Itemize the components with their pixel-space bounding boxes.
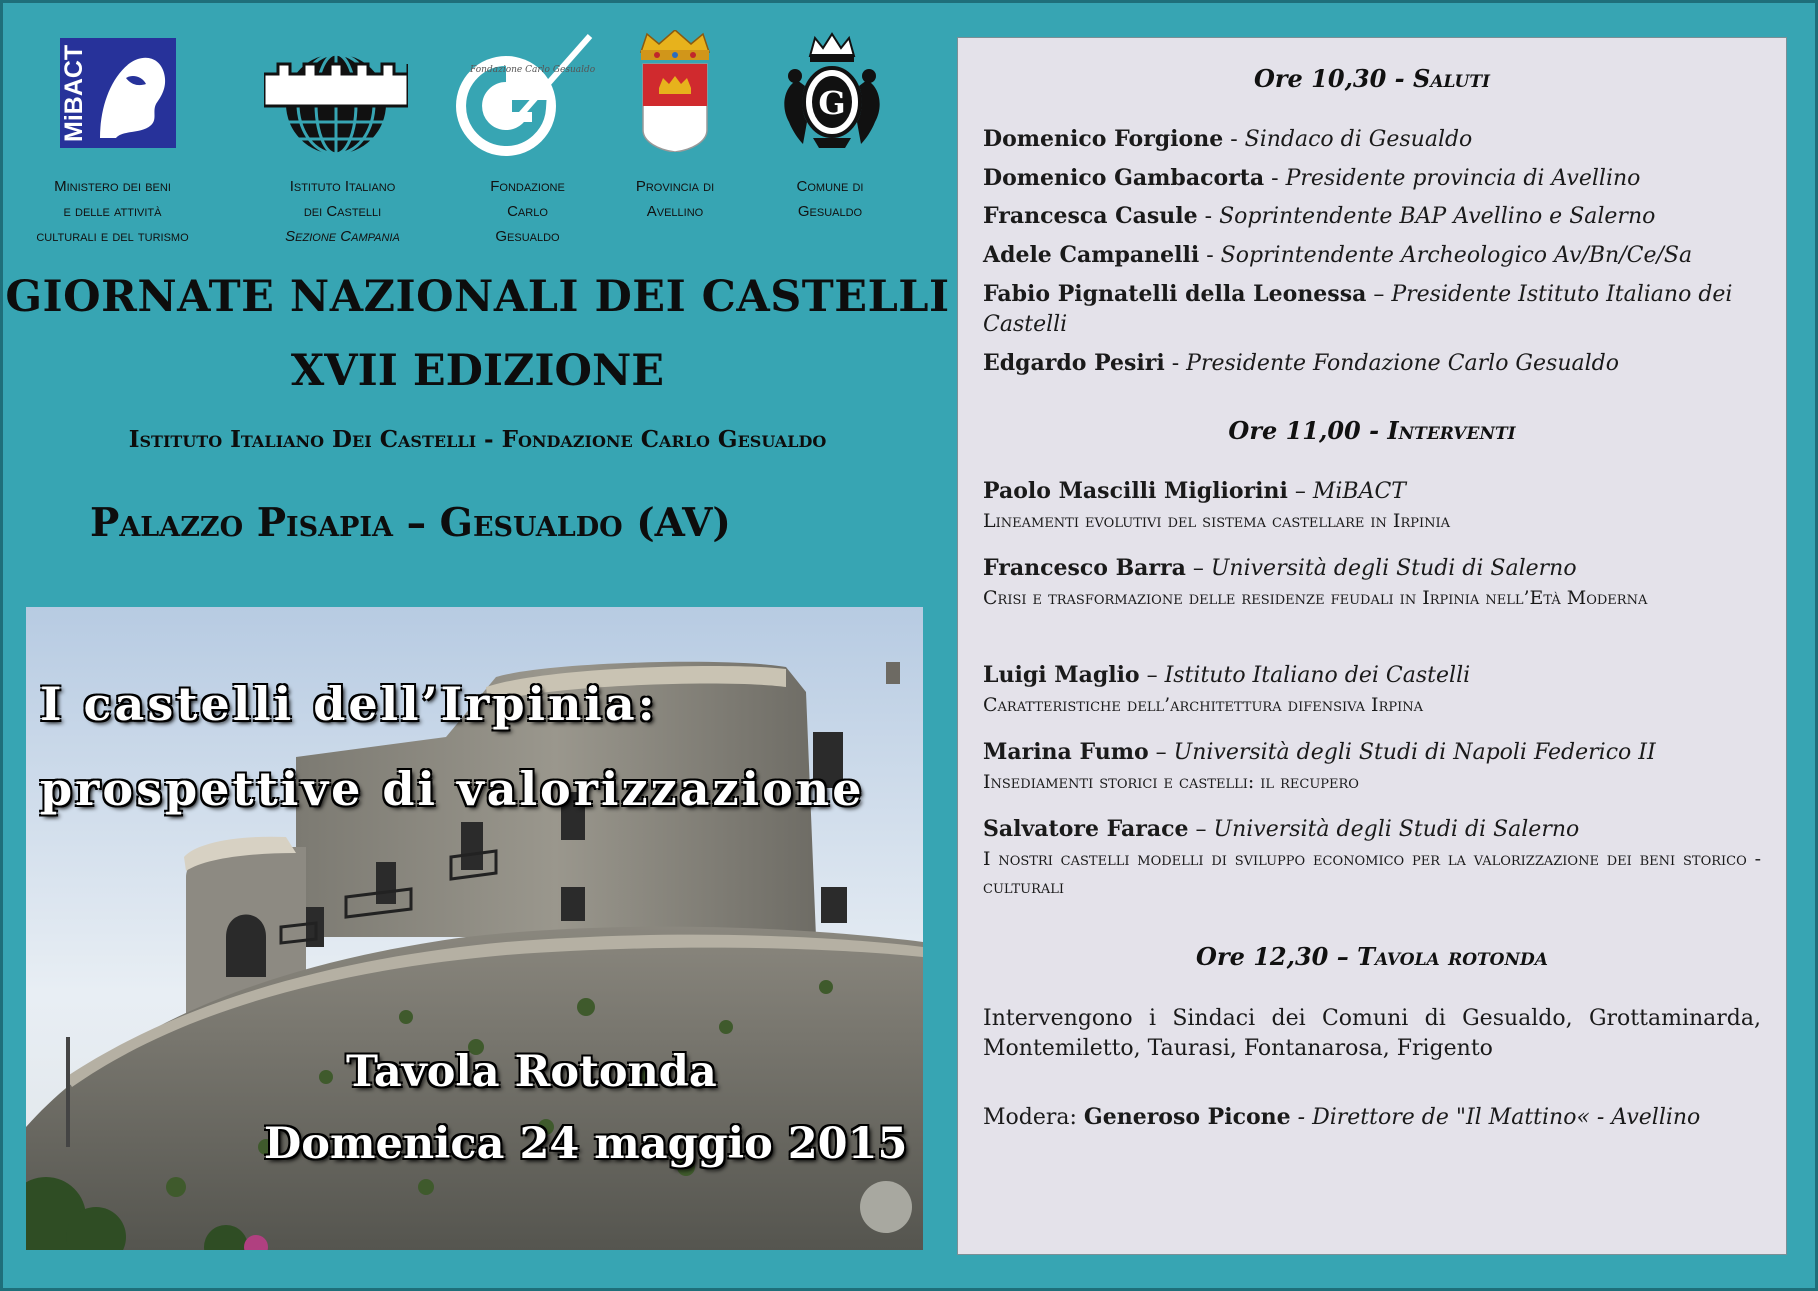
svg-text:Fondazione Carlo Gesualdo: Fondazione Carlo Gesualdo xyxy=(470,65,596,75)
mibact-caption: Ministero dei beni e delle attività culturali e del turismo xyxy=(36,178,189,245)
istituto-caption: Istituto Italiano dei Castelli Sezione Campania xyxy=(285,178,400,245)
talk-item: Paolo Mascilli Migliorini – MiBACT Lineamenti evolutivi del sistema castellare in Irpinia xyxy=(983,478,1451,532)
saluti-speaker: Edgardo Pesiri - Presidente Fondazione Carlo Gesualdo xyxy=(983,350,1619,376)
comune-caption: Comune di Gesualdo xyxy=(796,178,864,220)
svg-text:G: G xyxy=(818,84,846,122)
talk-item: Luigi Maglio – Istituto Italiano dei Castelli Caratteristiche dell’architettura difensiva Irpina xyxy=(983,662,1471,716)
organizers-subtitle: Istituto Italiano Dei Castelli - Fondazione Carlo Gesualdo xyxy=(128,426,827,453)
talk-item: Francesco Barra – Università degli Studi di Salerno Crisi e trasformazione delle residenze feudali in Irpinia nell’Età Moderna xyxy=(983,555,1648,609)
page-title: GIORNATE NAZIONALI DEI CASTELLI xyxy=(5,272,950,322)
logo-fondazione xyxy=(440,38,615,245)
fondazione-caption: Fondazione Carlo Gesualdo xyxy=(490,178,565,245)
globe-castle-icon xyxy=(264,46,408,156)
fondazione-emblem xyxy=(450,28,600,158)
event-date: Domenica 24 maggio 2015 xyxy=(264,1119,908,1169)
logo-comune xyxy=(755,38,905,238)
section-interventi-title: Ore 11,00 - Interventi xyxy=(1228,416,1516,445)
castle-photo xyxy=(26,607,923,1250)
saluti-speaker: Francesca Casule - Soprintendente BAP Avellino e Salerno xyxy=(983,203,1656,229)
logo-istituto-castelli xyxy=(250,38,435,245)
tavola-intro: Intervengono i Sindaci dei Comuni di Gesualdo, Grottaminarda, Montemiletto, Taurasi, Fontanarosa, Frigento xyxy=(983,1006,1761,1061)
venue-title: Palazzo Pisapia – Gesualdo (AV) xyxy=(90,500,731,546)
edition-title: XVII EDIZIONE xyxy=(290,346,665,396)
program-panel xyxy=(957,37,1787,1255)
headline-line2: prospettive di valorizzazione xyxy=(40,762,865,816)
provincia-caption: Provincia di Avellino xyxy=(635,178,715,220)
saluti-speaker: Fabio Pignatelli della Leonessa – Presidente Istituto Italiano dei Castelli xyxy=(983,281,1733,337)
section-saluti-title: Ore 10,30 - Saluti xyxy=(1254,64,1490,93)
saluti-speaker: Domenico Forgione - Sindaco di Gesualdo xyxy=(983,126,1473,152)
logo-mibact xyxy=(10,38,215,245)
moderator-line: Modera: Generoso Picone - Direttore de "Il Mattino« - Avellino xyxy=(983,1104,1701,1130)
logo-provincia xyxy=(595,38,755,238)
logo-row xyxy=(10,38,910,258)
talk-item: Salvatore Farace – Università degli Studi di Salerno I nostri castelli modelli di sviluppo economico per la valorizzazione dei beni storico - culturali xyxy=(983,816,1761,898)
talk-item: Marina Fumo – Università degli Studi di Napoli Federico II Insediamenti storici e castelli: il recupero xyxy=(983,739,1656,793)
svg-text:MiBACT: MiBACT xyxy=(60,44,88,142)
provincia-crest xyxy=(635,30,715,152)
event-title: Tavola Rotonda xyxy=(346,1047,717,1097)
section-tavola-title: Ore 12,30 – Tavola rotonda xyxy=(1196,942,1548,971)
mibact-emblem xyxy=(60,38,176,148)
comune-crest xyxy=(777,32,887,150)
saluti-speaker: Domenico Gambacorta - Presidente provincia di Avellino xyxy=(983,165,1641,191)
saluti-speaker: Adele Campanelli - Soprintendente Archeologico Av/Bn/Ce/Sa xyxy=(983,242,1693,268)
headline-line1: I castelli dell’Irpinia: xyxy=(40,677,658,731)
